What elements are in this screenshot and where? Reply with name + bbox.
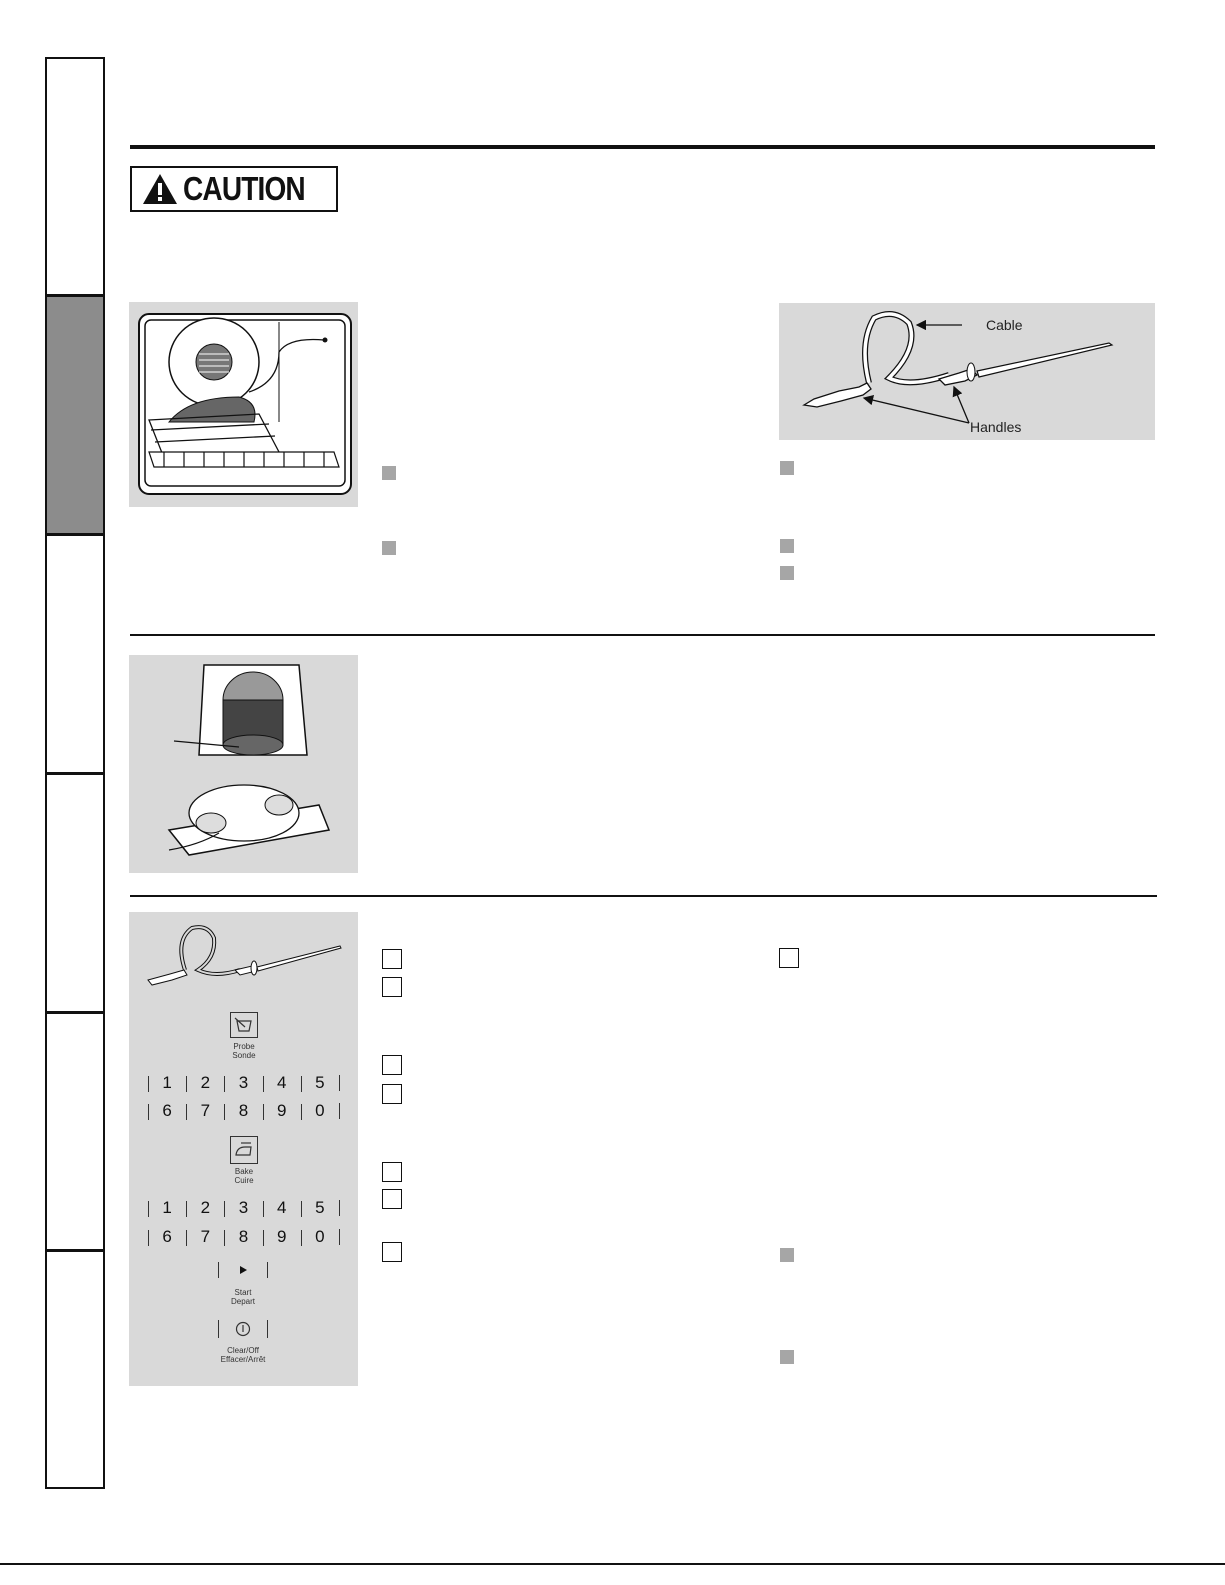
oven-interior-icon	[129, 302, 358, 507]
key-divider	[339, 1103, 340, 1119]
digit-key[interactable]: 7	[186, 1101, 224, 1121]
digit-key[interactable]: 8	[224, 1227, 262, 1247]
bullet-marker	[780, 1350, 794, 1364]
digit-key[interactable]: 2	[186, 1073, 224, 1093]
bake-key-label-line2: Cuire	[234, 1176, 254, 1185]
digit-key[interactable]: 3	[224, 1198, 262, 1218]
roast-and-chicken-icon	[129, 655, 358, 873]
bullet-marker	[780, 566, 794, 580]
start-key-button[interactable]	[218, 1262, 268, 1278]
caution-badge	[130, 166, 338, 212]
digit-key[interactable]: 0	[301, 1101, 339, 1121]
bullet-marker	[382, 466, 396, 480]
bake-key-label-line1: Bake	[234, 1167, 254, 1176]
side-tab-1[interactable]	[45, 57, 105, 296]
keypad-row-3	[148, 1196, 340, 1220]
digit-key[interactable]: 4	[263, 1198, 301, 1218]
step-box	[382, 1055, 402, 1075]
bullet-marker	[780, 461, 794, 475]
oven-probe-illustration	[129, 302, 358, 507]
header-rule	[130, 145, 1155, 149]
side-tab-2[interactable]	[45, 295, 105, 535]
section-divider	[130, 895, 1157, 897]
bake-key-label	[214, 1167, 274, 1185]
digit-key[interactable]: 1	[148, 1198, 186, 1218]
clear-key-label-line2: Effacer/Arrêt	[220, 1355, 266, 1364]
digit-key[interactable]: 1	[148, 1073, 186, 1093]
digit-key[interactable]: 4	[263, 1073, 301, 1093]
cable-label: Cable	[986, 317, 1023, 333]
section-divider	[130, 634, 1155, 636]
clear-off-key-label	[208, 1346, 278, 1364]
step-box	[382, 977, 402, 997]
probe-key-icon	[231, 1013, 257, 1037]
footer-rule	[0, 1563, 1225, 1565]
probe-key-label	[214, 1042, 274, 1060]
digit-key[interactable]: 6	[148, 1227, 186, 1247]
digit-key[interactable]: 2	[186, 1198, 224, 1218]
digit-key[interactable]: 6	[148, 1101, 186, 1121]
step-box	[382, 1084, 402, 1104]
keypad-row-2	[148, 1099, 340, 1123]
bake-key-icon	[231, 1137, 257, 1163]
caution-label: CAUTION	[183, 170, 306, 207]
step-box	[382, 1189, 402, 1209]
step-box	[779, 948, 799, 968]
keypad-row-1	[148, 1071, 340, 1095]
digit-key[interactable]: 5	[301, 1073, 339, 1093]
digit-key[interactable]: 3	[224, 1073, 262, 1093]
side-tab-6[interactable]	[45, 1250, 105, 1489]
start-key-label	[213, 1288, 273, 1306]
key-divider	[339, 1075, 340, 1091]
digit-key[interactable]: 5	[301, 1198, 339, 1218]
digit-key[interactable]: 7	[186, 1227, 224, 1247]
temperature-probe-icon	[779, 303, 1155, 440]
digit-key[interactable]: 8	[224, 1101, 262, 1121]
step-box	[382, 1242, 402, 1262]
digit-key[interactable]: 9	[263, 1101, 301, 1121]
warning-triangle-icon	[141, 172, 179, 206]
probe-key-button[interactable]	[230, 1012, 258, 1038]
side-tab-5[interactable]	[45, 1012, 105, 1251]
play-icon	[219, 1262, 267, 1278]
step-box	[382, 949, 402, 969]
key-divider	[339, 1200, 340, 1216]
bullet-marker	[780, 539, 794, 553]
probe-small-icon	[140, 920, 350, 992]
handles-label: Handles	[970, 419, 1022, 435]
clear-off-key-button[interactable]	[218, 1320, 268, 1338]
power-icon	[219, 1320, 267, 1338]
side-tab-4[interactable]	[45, 773, 105, 1013]
digit-key[interactable]: 9	[263, 1227, 301, 1247]
probe-diagram	[779, 303, 1155, 440]
start-key-label-line1: Start	[234, 1288, 252, 1297]
keypad-row-4	[148, 1225, 340, 1249]
step-box	[382, 1162, 402, 1182]
start-key-label-line2: Depart	[230, 1297, 255, 1306]
key-divider	[339, 1229, 340, 1245]
probe-key-label-line1: Probe	[233, 1042, 255, 1051]
digit-key[interactable]: 0	[301, 1227, 339, 1247]
side-tab-3[interactable]	[45, 534, 105, 774]
bake-key-button[interactable]	[230, 1136, 258, 1164]
bullet-marker	[780, 1248, 794, 1262]
roast-poultry-illustration	[129, 655, 358, 873]
probe-key-label-line2: Sonde	[232, 1051, 256, 1060]
bullet-marker	[382, 541, 396, 555]
clear-key-label-line1: Clear/Off	[227, 1346, 259, 1355]
